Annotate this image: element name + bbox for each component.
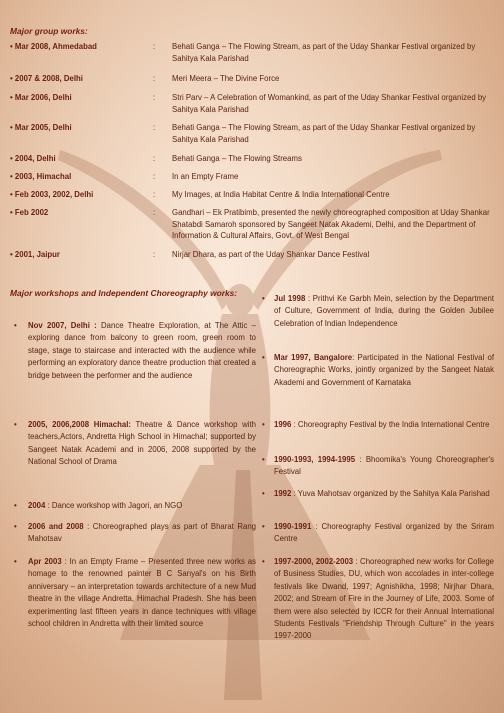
bullet: • xyxy=(262,420,265,429)
separator: : xyxy=(153,172,156,181)
workshop-description: : Dance workshop with Jagori, an NGO xyxy=(45,501,183,510)
workshop-description: : Prithvi Ke Garbh Mein, selection by the Department of Culture, Government of India, during the Golden Jubilee Celebration of Indian Independence xyxy=(274,294,494,328)
group-work-description: In an Empty Frame xyxy=(172,172,239,181)
bullet: • xyxy=(14,501,17,510)
workshop-date: 2006 and 2008 xyxy=(28,522,84,531)
workshop-date: 1992 xyxy=(274,489,292,498)
group-work-description: Gandhari – Ek Pratibimb, presented the newly choreographed composition at Uday Shankar Shatabdi Samaroh sponsored by Sangeet Natak Akademi, Delhi, and the Department of Information & Cultural Affairs, Govt. of West Bengal xyxy=(172,208,490,240)
major-group-works-heading: Major group works: xyxy=(10,26,88,36)
bullet: • xyxy=(14,420,17,429)
bullet: • xyxy=(262,294,265,303)
workshop-description: : Choreography Festival organized by the Sriram Centre xyxy=(274,522,494,544)
separator: : xyxy=(153,74,156,83)
group-work-description: My Images, at India Habitat Centre & India International Centre xyxy=(172,190,390,199)
workshop-date: Jul 1998 xyxy=(274,294,306,303)
workshop-date: Apr 2003 xyxy=(28,557,62,566)
workshop-item xyxy=(262,521,494,546)
workshop-date: Nov 2007, Delhi : xyxy=(28,321,97,330)
workshop-description: : Choreographed new works for College of Business Studies, DU, which won accolades in inter-college festivals like Dwand, 1997; Agnishikha, 1998; Nirjhar Dhara, 2002; and Stream of Fire in the Journey of Life, 2003. Some of them were also selected by ICCR for their Annual International Students Festivals "Friendship Through Culture" in the years 1997-2000 xyxy=(274,557,494,641)
workshop-date: 2005, 2006,2008 Himachal: xyxy=(28,420,131,429)
workshop-description: : Bhoomika's Young Choreographer's Festival xyxy=(274,455,494,477)
separator: : xyxy=(153,250,156,259)
workshop-item xyxy=(14,419,256,469)
bullet: • xyxy=(262,489,265,498)
workshop-description: : Participated in the National Festival of Choreographic Works, jointly organized by the Sangeet Natak Akademi and Government of Karnataka xyxy=(274,353,494,387)
group-work-date: • Feb 2003, 2002, Delhi xyxy=(10,190,94,199)
workshop-description: Dance Theatre Exploration, at The Attic – exploring dance from balcony to green room, green room to stage, stage to staircase and interacted with the audience while performing an exploratory dance theatre production that created a bridge between the performer and the audience xyxy=(28,321,256,380)
workshop-date: 1996 xyxy=(274,420,292,429)
bullet: • xyxy=(14,522,17,531)
group-work-description: Behati Ganga – The Flowing Stream, as part of the Uday Shankar Festival organized by Sahitya Kala Parishad xyxy=(172,123,476,144)
separator: : xyxy=(153,42,156,51)
workshop-item xyxy=(262,454,494,479)
group-work-description: Behati Ganga – The Flowing Stream, as part of the Uday Shankar Festival organized by Sahitya Kala Parishad xyxy=(172,42,476,63)
separator: : xyxy=(153,208,156,217)
workshop-item xyxy=(262,488,494,500)
workshop-description: Theatre & Dance workshop with teachers,Actors, Andretta High School in Himachal; supported by Sangeet Natak Academi and in 2006, 2008 supported by the National School of Drama xyxy=(28,420,256,467)
workshop-date: 1997-2000, 2002-2003 xyxy=(274,557,354,566)
bullet: • xyxy=(262,353,265,362)
workshop-description: : Choreographed plays as part of Bharat Rang Mahotsav xyxy=(28,522,256,544)
workshop-item xyxy=(262,352,494,389)
workshop-item xyxy=(14,500,256,512)
workshop-item xyxy=(262,419,494,431)
workshop-date: Mar 1997, Bangalore xyxy=(274,353,353,362)
bullet: • xyxy=(262,455,265,464)
separator: : xyxy=(153,190,156,199)
group-work-date: • 2001, Jaipur xyxy=(10,250,60,259)
group-work-date: • Feb 2002 xyxy=(10,208,49,217)
workshop-date: 1990-1991 xyxy=(274,522,312,531)
separator: : xyxy=(153,154,156,163)
workshop-item xyxy=(262,293,494,330)
separator: : xyxy=(153,123,156,132)
group-work-date: • Mar 2005, Delhi xyxy=(10,123,72,132)
workshop-item xyxy=(14,521,256,546)
group-work-description: Meri Meera – The Divine Force xyxy=(172,74,280,83)
workshop-item xyxy=(14,320,256,382)
group-work-date: • Mar 2008, Ahmedabad xyxy=(10,42,97,51)
bullet: • xyxy=(14,321,17,330)
workshop-date: 2004 xyxy=(28,501,46,510)
workshop-description: : In an Empty Frame – Presented three new works as homage to the renowned painter B C Sanyal's on his Birth anniversary – an interpretation towards architecture of a new Mud theatre in the village Andretta, Himachal Pradesh. She has been experimenting last fifteen years in dance techniques with village school children in Andretta with their limited source xyxy=(28,557,256,629)
group-work-date: • 2007 & 2008, Delhi xyxy=(10,74,83,83)
workshop-item xyxy=(14,556,256,630)
group-work-date: • 2003, Himachal xyxy=(10,172,72,181)
workshop-item xyxy=(262,556,494,643)
workshop-date: 1990-1993, 1994-1995 xyxy=(274,455,356,464)
group-work-description: Stri Parv – A Celebration of Womankind, as part of the Uday Shankar Festival organized by Sahitya Kala Parishad xyxy=(172,93,487,114)
bullet: • xyxy=(14,557,17,566)
bullet: • xyxy=(262,557,265,566)
group-work-description: Nirjar Dhara, as part of the Uday Shankar Dance Festival xyxy=(172,250,370,259)
separator: : xyxy=(153,93,156,102)
group-work-date: • 2004, Delhi xyxy=(10,154,56,163)
group-work-date: • Mar 2006, Delhi xyxy=(10,93,72,102)
group-work-description: Behati Ganga – The Flowing Streams xyxy=(172,154,302,163)
bullet: • xyxy=(262,522,265,531)
workshop-description: : Yuva Mahotsav organized by the Sahitya Kala Parishad xyxy=(291,489,490,498)
workshops-heading: Major workshops and Independent Choreography works: xyxy=(10,288,238,298)
workshop-description: : Choreography Festival by the India International Centre xyxy=(291,420,490,429)
